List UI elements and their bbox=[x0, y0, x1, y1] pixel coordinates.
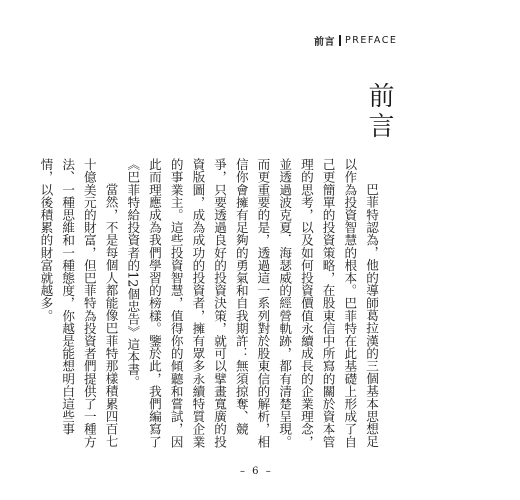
body-text bbox=[38, 158, 382, 458]
paragraph: 當然，不是每個人都能像巴菲特那樣積累四百七十億美元的財富，但巴菲特為投資者們提供了一種方法、一種思維和一種態度，你越是能想明白這些事情，以後積累的財富就越多。 bbox=[38, 158, 119, 448]
running-header bbox=[314, 33, 397, 48]
paragraph: 巴菲特認為，他的導師葛拉漢的三個基本思想足以作為投資智慧的根本。巴菲特在此基礎上形成了自己更簡單的投資策略，在股東信中所寫的關於資本管理的思考，以及如何投資價值永續成長的企業理念，並透過波克夏．海瑟威的經營軌跡，都有清楚呈現。而更重要的是，透過這一系列對於股東信的解析，相信你會擁有足夠的勇氣和自我期許：無須掠奪、競爭，只要透過良好的投資決策，就可以擘畫寬廣的投資版圖，成為成功的投資者，擁有眾多永續特質企業的事業主。這些投資智慧，值得你的傾聽和嘗試，因此而理應成為我們學習的榜樣。鑒於此，我們編寫了《巴菲特給投資者的12個忠告》這本書。 bbox=[125, 158, 379, 448]
header-chinese: 前言 bbox=[314, 37, 335, 48]
page-number: – 6 – bbox=[240, 466, 273, 477]
header-english: PREFACE bbox=[345, 35, 398, 46]
page-title: 前言 bbox=[364, 82, 394, 142]
header-divider bbox=[339, 35, 341, 46]
